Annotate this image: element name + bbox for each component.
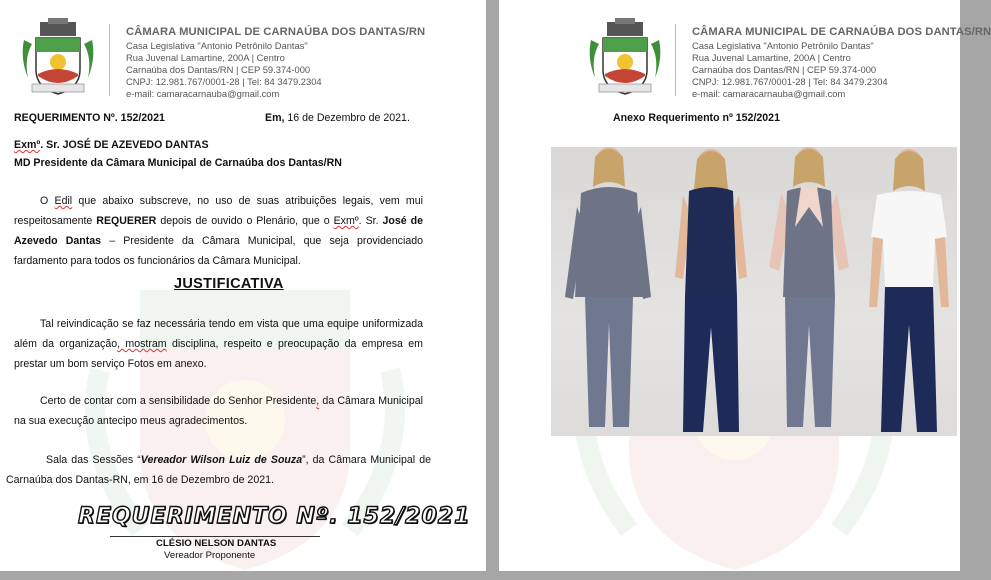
model-grey-jacket [565, 147, 651, 427]
model-navy-vest [675, 149, 747, 432]
document-page-1 [0, 0, 486, 571]
letterhead-line: CNPJ: 12.981.767/0001-28 | Tel: 84 3479.2304 [692, 76, 888, 87]
letterhead-line: Rua Juvenal Lamartine, 200A | Centro [692, 52, 851, 63]
letterhead-line: Carnaúba dos Dantas/RN | CEP 59.374-000 [126, 64, 311, 75]
annex-title: Anexo Requerimento nº 152/2021 [613, 112, 780, 124]
letterhead [692, 26, 991, 100]
document-page-2 [499, 0, 991, 571]
coat-of-arms-logo [585, 18, 665, 98]
model-white-blouse [869, 149, 949, 432]
request-number: REQUERIMENTO Nº. 152/2021 [14, 112, 165, 124]
signer-role: Vereador Proponente [164, 550, 256, 561]
closing-paragraph: Sala das Sessões “Vereador Wilson Luiz de Souza”, da Câmara Municipal de Carnaúba dos Dantas-RN, em 16 de Dezembro de 2021. [6, 454, 431, 486]
letterhead-line: Casa Legislativa "Antonio Petrônilo Dantas" [692, 40, 874, 51]
uniform-photo [551, 147, 957, 436]
letterhead-line: CNPJ: 12.981.767/0001-28 | Tel: 84 3479.2304 [126, 76, 322, 87]
justification-heading: JUSTIFICATIVA [174, 276, 284, 292]
model-grey-vest [769, 147, 849, 427]
signer-name: CLÉSIO NELSON DANTAS [156, 538, 277, 549]
request-body: O Edil que abaixo subscreve, no uso de suas atribuições legais, vem mui respeitosamente REQUERER depois de ouvido o Plenário, que o Exmº. Sr. José de Azevedo Dantas – Presidente da Câmara Municipal, que seja providenciado fardamento para todos os funcionários da Câmara Municipal. [14, 195, 423, 267]
thanks-paragraph: Certo de contar com a sensibilidade do Senhor Presidente, da Câmara Municipal na sua execução antecipo meus agradecimentos. [14, 395, 423, 427]
letterhead-line: Casa Legislativa "Antonio Petrônilo Dantas" [126, 40, 308, 51]
letterhead [126, 26, 425, 100]
letterhead-line: Carnaúba dos Dantas/RN | CEP 59.374-000 [692, 64, 877, 75]
letterhead-title: CÂMARA MUNICIPAL DE CARNAÚBA DOS DANTAS/RN [692, 26, 991, 38]
coat-of-arms-logo [18, 18, 98, 98]
uniform-models-illustration [551, 147, 957, 436]
request-stamp: REQUERIMENTO Nº. 152/2021 [78, 504, 471, 529]
justification-paragraph: Tal reivindicação se faz necessária tendo em vista que uma equipe uniformizada além da organização, mostram disciplina, respeito e preocupação da empresa em prestar um bom serviço Fotos em anexo. [14, 318, 423, 370]
addressee-name: Exmº. Sr. JOSÉ DE AZEVEDO DANTAS [14, 139, 209, 151]
letterhead-line: e-mail: camaracarnauba@gmail.com [126, 88, 280, 99]
document-date: Em, 16 de Dezembro de 2021. [265, 112, 410, 124]
letterhead-line: Rua Juvenal Lamartine, 200A | Centro [126, 52, 285, 63]
addressee-role: MD Presidente da Câmara Municipal de Carnaúba dos Dantas/RN [14, 157, 342, 169]
letterhead-title: CÂMARA MUNICIPAL DE CARNAÚBA DOS DANTAS/RN [126, 26, 426, 38]
letterhead-line: e-mail: camaracarnauba@gmail.com [692, 88, 846, 99]
